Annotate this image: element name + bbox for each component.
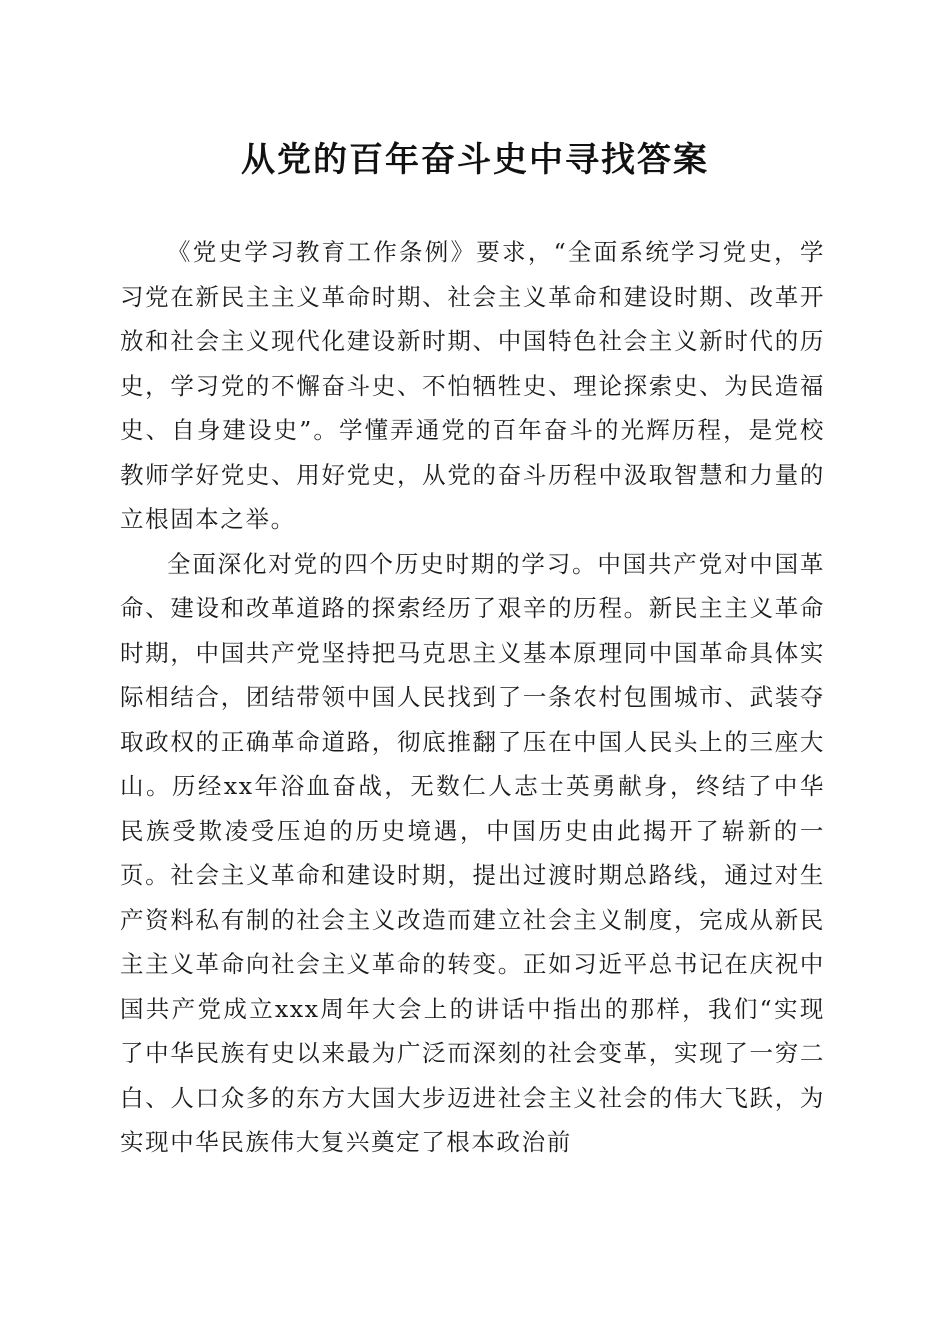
document-body <box>120 230 825 1165</box>
page-title: 从党的百年奋斗史中寻找答案 <box>241 140 709 180</box>
paragraph-intro: 《党史学习教育工作条例》要求，“全面系统学习党史，学习党在新民主主义革命时期、社会主义革命和建设时期、改革开放和社会主义现代化建设新时期、中国特色社会主义新时代的历史，学习党的不懈奋斗史、不怕牺牲史、理论探索史、为民造福史、自身建设史”。学懂弄通党的百年奋斗的光辉历程，是党校教师学好党史、用好党史，从党的奋斗历程中汲取智慧和力量的立根固本之举。 <box>120 238 825 533</box>
paragraph-four-periods: 全面深化对党的四个历史时期的学习。中国共产党对中国革命、建设和改革道路的探索经历了艰辛的历程。新民主主义革命时期，中国共产党坚持把马克思主义基本原理同中国革命具体实际相结合，团结带领中国人民找到了一条农村包围城市、武装夺取政权的正确革命道路，彻底推翻了压在中国人民头上的三座大山。历经xx年浴血奋战，无数仁人志士英勇献身，终结了中华民族受欺凌受压迫的历史境遇，中国历史由此揭开了崭新的一页。社会主义革命和建设时期，提出过渡时期总路线，通过对生产资料私有制的社会主义改造而建立社会主义制度，完成从新民主主义革命向社会主义革命的转变。正如习近平总书记在庆祝中国共产党成立xxx周年大会上的讲话中指出的那样，我们“实现了中华民族有史以来最为广泛而深刻的社会变革，实现了一穷二白、人口众多的东方大国大步迈进社会主义社会的伟大飞跃，为实现中华民族伟大复兴奠定了根本政治前 <box>120 549 825 1156</box>
